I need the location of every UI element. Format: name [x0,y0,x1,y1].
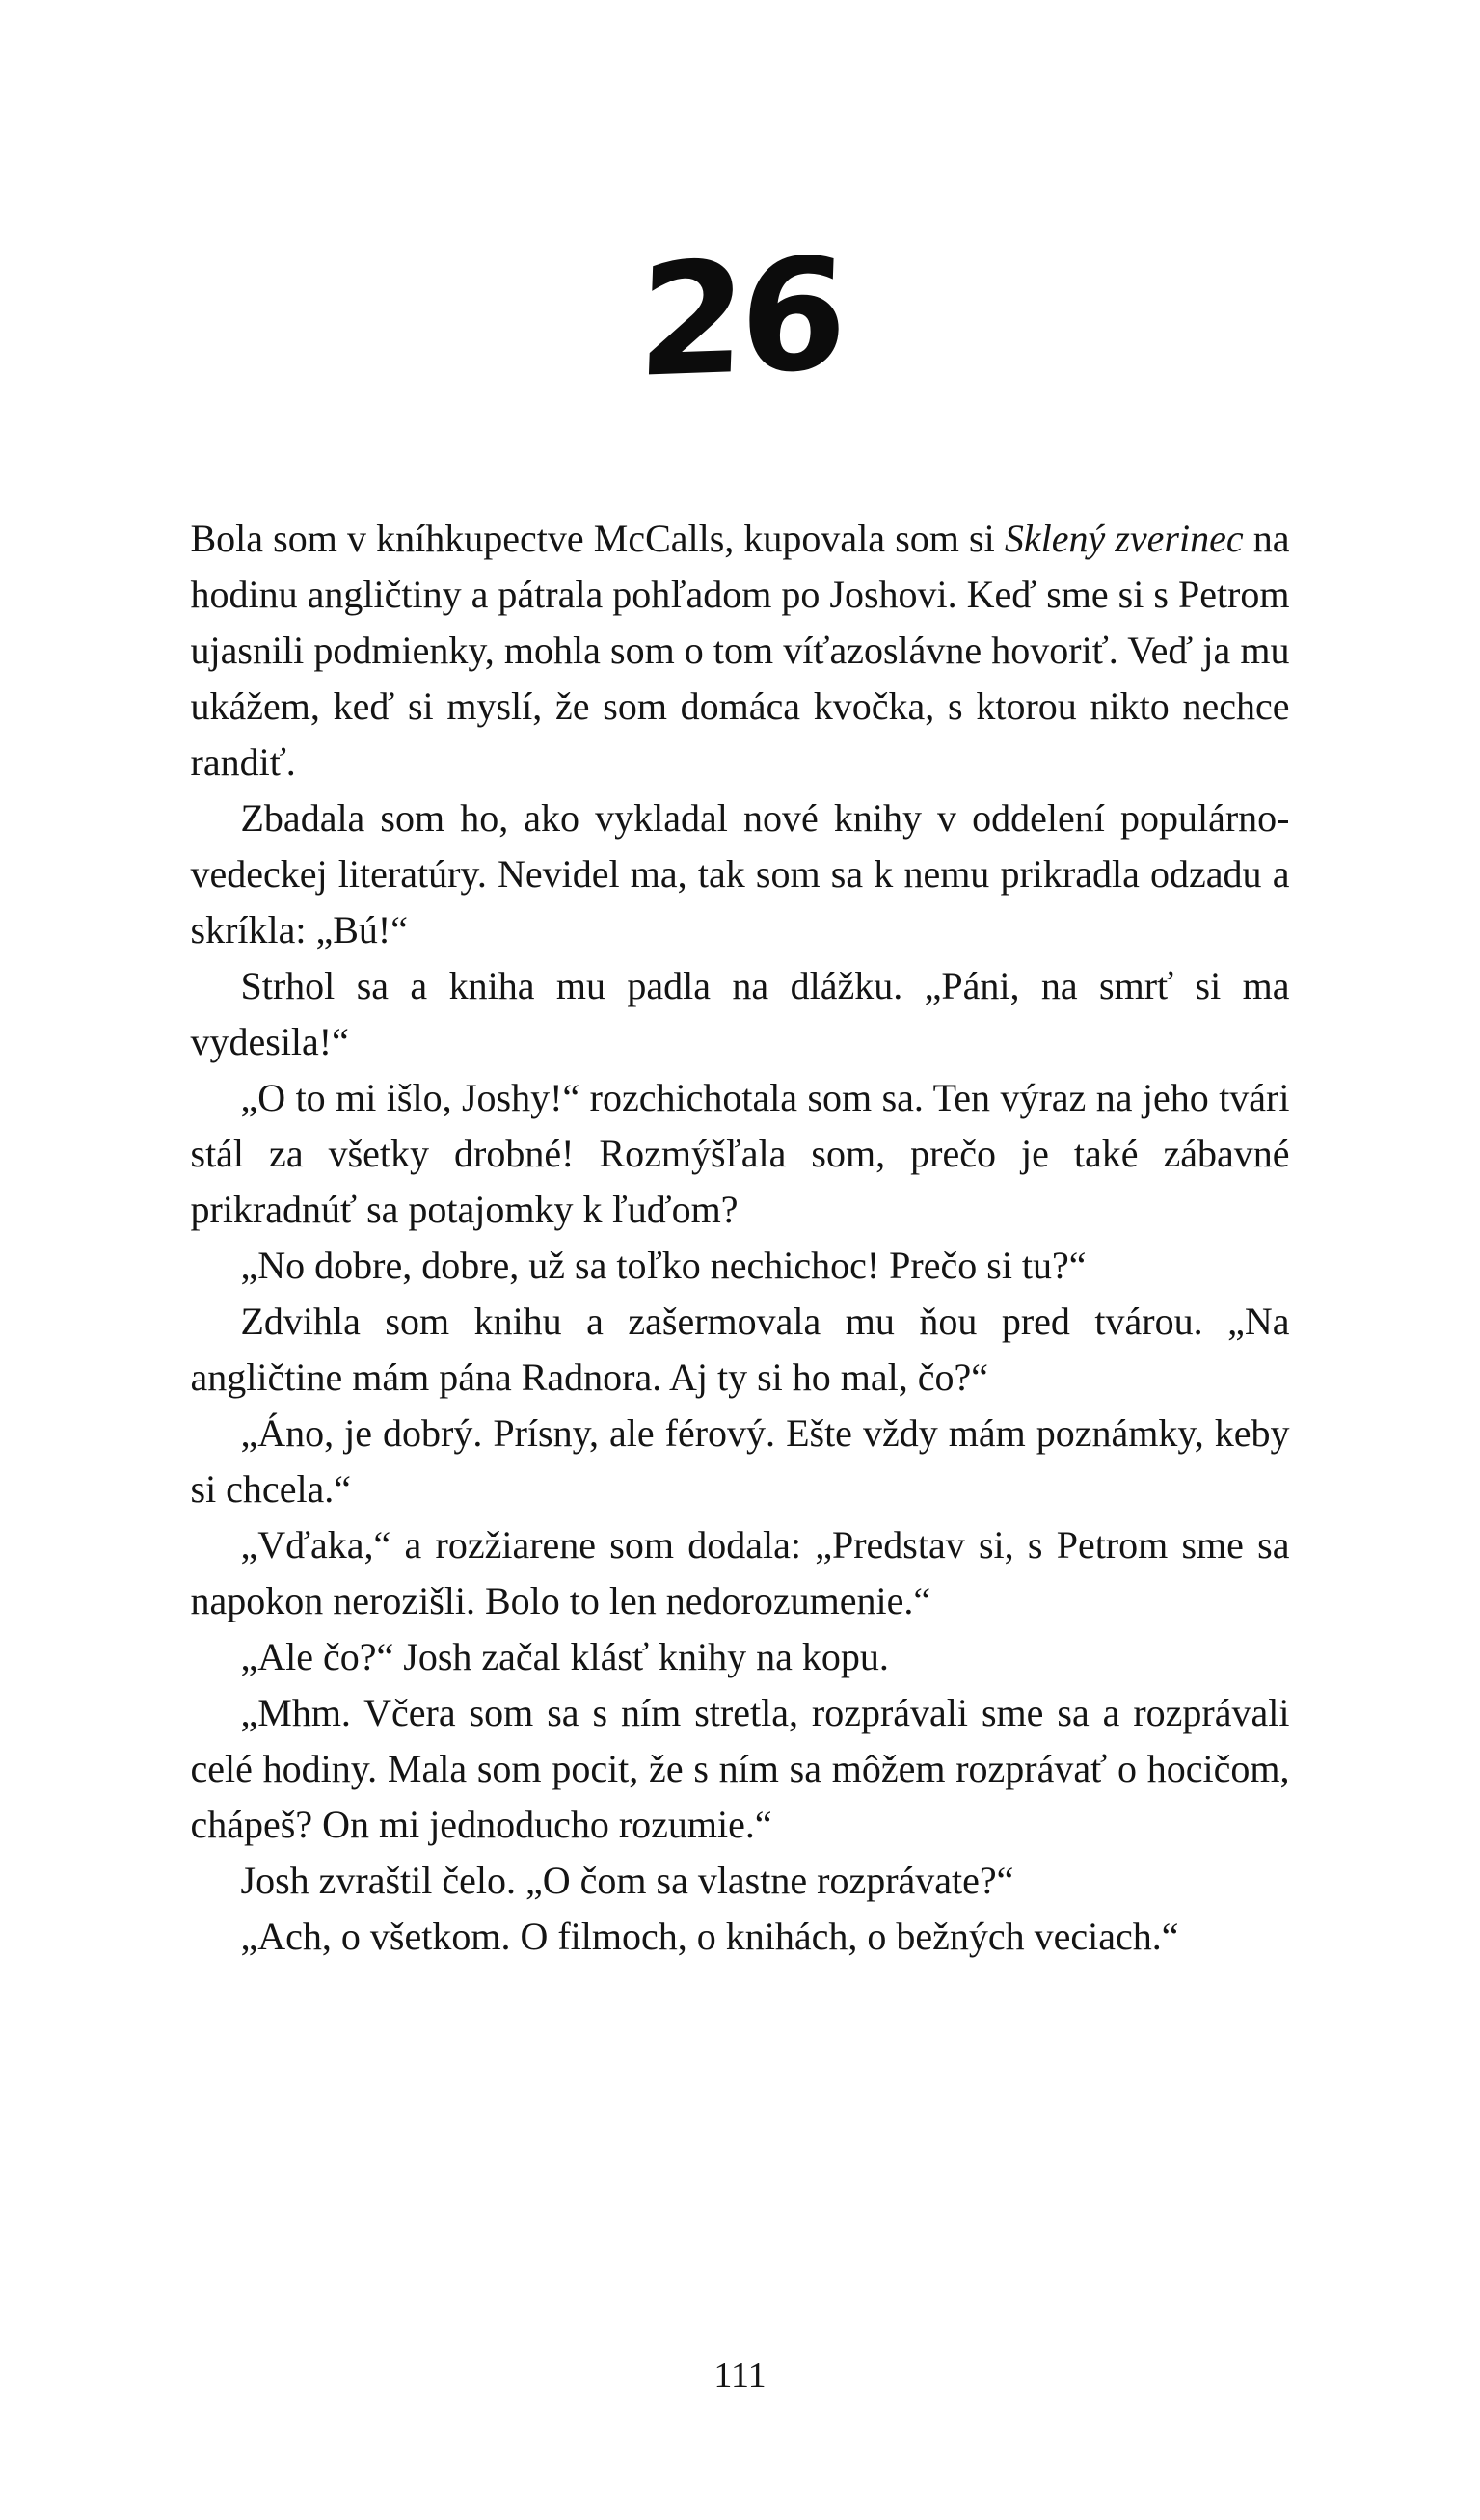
paragraph [191,1853,1290,1909]
text-run: Strhol sa a kniha mu padla na dlážku. „Páni, na smrť si ma vydesila!“ [190,964,1290,1063]
paragraph [191,1238,1290,1294]
text-run: „O to mi išlo, Joshy!“ rozchichotala som sa. Ten výraz na jeho tvári stál za všetky drobné! Rozmýšľala som, prečo je také zábavné prikradnúť sa potajomky k ľuďom? [190,1076,1290,1231]
paragraph [191,1909,1290,1965]
text-run: „Áno, je dobrý. Prísny, ale férový. Ešte vždy mám poznámky, keby si chcela.“ [190,1411,1290,1511]
paragraph [191,958,1290,1070]
paragraph [191,1294,1290,1406]
paragraph [191,1629,1290,1685]
text-run: „Vďaka,“ a rozžiarene som dodala: „Predstav si, s Petrom sme sa napokon nerozišli. Bolo to len nedorozumenie.“ [190,1523,1290,1622]
text-run: Josh zvraštil čelo. „O čom sa vlastne rozprávate?“ [240,1859,1014,1902]
text-run: „Mhm. Včera som sa s ním stretla, rozprávali sme sa a rozprávali celé hodiny. Mala som pocit, že s ním sa môžem rozprávať o hocičom, chápeš? On mi jednoducho rozumie.“ [190,1691,1290,1846]
text-run: „No dobre, dobre, už sa toľko nechichoc! Prečo si tu?“ [240,1244,1087,1287]
text-run: Zbadala som ho, ako vykladal nové knihy v oddelení populárno-vedeckej literatúry. Nevidel ma, tak som sa k nemu prikradla odzadu a skríkla: „Bú!“ [190,796,1290,952]
text-run: Zdvihla som knihu a zašermovala mu ňou pred tvárou. „Na angličtine mám pána Radnora. Aj ty si ho mal, čo?“ [190,1300,1290,1399]
paragraph [191,511,1290,791]
paragraph [191,791,1290,958]
paragraph [191,1685,1290,1853]
body-text [191,511,1290,1965]
text-run: na hodinu angličtiny a pátrala pohľadom po Joshovi. Keď sme si s Petrom ujasnili podmienky, mohla som o tom víťazoslávne hovoriť. Veď ja mu ukážem, keď si myslí, že som domáca kvočka, s ktorou nikto nechce randiť. [190,517,1290,784]
chapter-number: 26 [634,224,846,412]
page-number: 111 [713,2355,767,2396]
text-run: Bola som v kníhkupectve McCalls, kupovala som si [190,517,1005,560]
paragraph [191,1070,1290,1238]
text-run-italic: Sklený zverinec [1004,517,1244,560]
paragraph [191,1517,1290,1629]
text-run: „Ach, o všetkom. O filmoch, o knihách, o bežných veciach.“ [240,1915,1179,1958]
book-page [0,224,1480,2520]
text-run: „Ale čo?“ Josh začal klásť knihy na kopu. [240,1635,889,1678]
paragraph [191,1406,1290,1517]
